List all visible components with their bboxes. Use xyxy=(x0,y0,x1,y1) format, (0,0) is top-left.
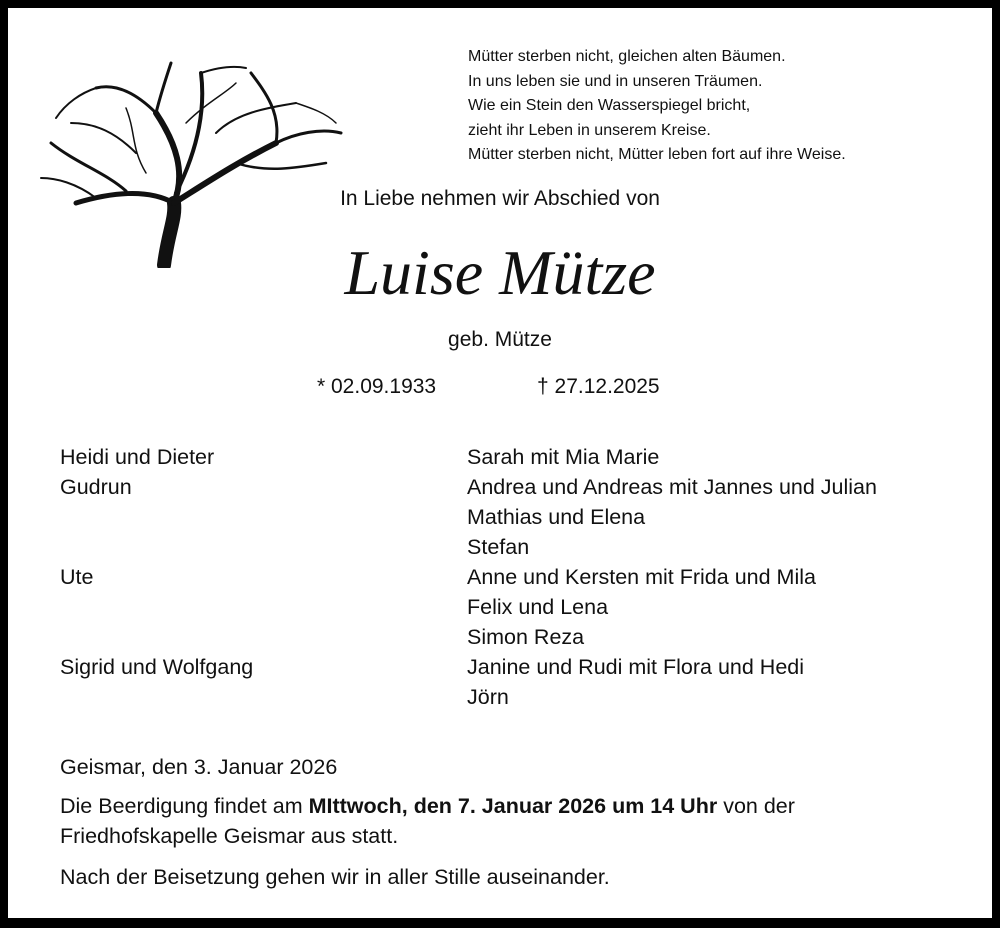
intro-text: In Liebe nehmen wir Abschied von xyxy=(340,187,660,210)
funeral-post: von der xyxy=(717,794,795,818)
funeral-info xyxy=(60,791,795,851)
poem-line: Wie ein Stein den Wasserspiegel bricht, xyxy=(468,97,751,114)
birth-date: * 02.09.1933 xyxy=(317,375,437,398)
poem-line: In uns leben sie und in unseren Träumen. xyxy=(468,72,763,90)
poem-line: Mütter sterben nicht, Mütter leben fort auf ihre Weise. xyxy=(468,146,846,163)
poem xyxy=(468,45,846,168)
family-entry: Ute xyxy=(60,565,94,589)
family-entry: Heidi und Dieter xyxy=(60,445,215,469)
closing-text: Nach der Beisetzung gehen wir in aller Stille auseinander. xyxy=(60,865,610,889)
family-entry xyxy=(60,622,253,652)
family-entry xyxy=(60,532,253,562)
maiden-name: geb. Mütze xyxy=(448,328,552,351)
family-entry: Janine und Rudi mit Flora und Hedi xyxy=(467,655,805,679)
family-entry: Felix und Lena xyxy=(467,595,609,619)
poem-line: zieht ihr Leben in unserem Kreise. xyxy=(468,121,711,139)
family-entry: Gudrun xyxy=(60,475,132,499)
deceased-name: Luise Mütze xyxy=(344,237,656,308)
family-entry: Sigrid und Wolfgang xyxy=(60,655,254,679)
family-entry: Jörn xyxy=(467,685,509,709)
family-entry: Mathias und Elena xyxy=(467,505,646,529)
family-right-column xyxy=(467,442,877,712)
family-entry: Sarah mit Mia Marie xyxy=(467,445,660,469)
funeral-pre: Die Beerdigung findet am xyxy=(60,794,309,818)
poem-line: Mütter sterben nicht, gleichen alten Bäumen. xyxy=(468,48,786,65)
death-date: † 27.12.2025 xyxy=(537,375,660,398)
funeral-location: Friedhofskapelle Geismar aus statt. xyxy=(60,824,399,848)
family-left-column xyxy=(60,442,253,682)
funeral-datetime: MIttwoch, den 7. Januar 2026 um 14 Uhr xyxy=(308,794,718,818)
family-entry xyxy=(60,502,253,532)
family-entry: Andrea und Andreas mit Jannes und Julian xyxy=(467,475,877,499)
family-entry: Stefan xyxy=(467,535,530,559)
family-entry xyxy=(60,592,253,622)
family-entry: Simon Reza xyxy=(467,625,585,649)
obituary-card xyxy=(8,8,992,918)
family-entry: Anne und Kersten mit Frida und Mila xyxy=(467,565,816,589)
place-date: Geismar, den 3. Januar 2026 xyxy=(60,755,338,779)
